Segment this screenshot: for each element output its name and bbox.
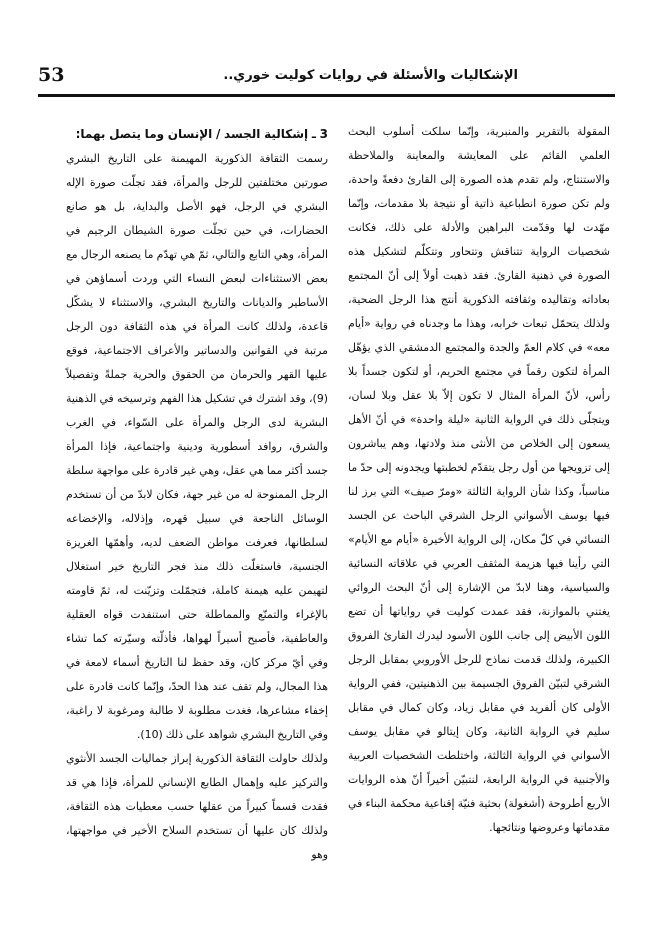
header-rule [38,94,615,97]
left-column-paragraph-1: رسمت الثقافة الذكورية المهيمنة على التاريخ البشري صورتين مختلفتين للرجل والمرأة، فقد تجلّت صورة الإله البشري في الرجل، فهو الأصل والبداية، بل هو صانع الحضارات، في حين تجلّت صورة الشيطان الرجيم في المرأة، وهي التابع والتالي، ثمّ هي تهدّم ما يصنعه الرجال مع بعض الاستثناءات لبعض النساء التي وردت أسماؤهن في الأساطير والديانات والتاريخ البشري، والاستثناء لا يشكّل قاعدة، ولذلك كانت المرأة في هذه الثقافة دون الرجل مرتبة في القوانين والدساتير والأعراف الاجتماعية، فوقع عليها القهر والحرمان من الحقوق والحرية جملةً وتفصيلاً (9)، وقد اشترك في تشكيل هذا الفهم وترسيخه في الذهنية البشرية لدى الرجل والمرأة على السّواء، في الغرب والشرق، روافد أسطورية ودينية واجتماعية، فإذا المرأة جسد أكثر مما هي عقل، وهي غير قادرة على مواجهة سلطة الرجل الممنوحة له من غير جهة، فكان لابدّ من أن تستخدم الوسائل الناجعة في سبيل قهره، وإذلاله، والإخضاعه لسلطانها، فعرفت مواطن الضعف لديه، وأهمّها الغريزة الجنسية، فاستغلّت ذلك منذ فجر التاريخ خير استغلال لتهيمن عليه هيمنة كاملة، فتجمّلت وتزيّنت له، ثمّ قاومته بالإغراء والتمنّع والمماطلة حتى استنفدت قواه العقلية والعاطفية، فأصبح أسيراً لهواها، فأذلّته وسيّرته كما تشاء وفي أيّ مركز كان، وقد حفظ لنا التاريخ أسماء لامعة في هذا المجال، ولم تقف عند هذا الحدّ، وإنّما كانت قادرة على إخفاء مشاعرها، فغدت مطلوبة لا طالبة ومرغوبة لا راغبة، وفي التاريخ البشري شواهد على ذلك (10). [66,152,328,741]
left-column [66,122,328,867]
page-number: 53 [38,64,65,86]
left-column-paragraph-2: ولذلك حاولت الثقافة الذكورية إبراز جماليات الجسد الأنثوي والتركيز عليه وإهمال الطابع الإنساني للمرأة، فإذا هي قد فقدت قسماً كبيراً من عقلها حسب معطيات هذه الثقافة، ولذلك كان عليها أن تستخدم السلاح الأخير في مواجهتها، وهو [66,752,328,861]
right-column-paragraph: المقولة بالتقرير والمنبرية، وإنّما سلكت أسلوب البحث العلمي القائم على المعايشة والمعاينة والملاحظة والاستنتاج، ولم تقدم هذه الصورة إلى القارئ دفعةً واحدة، ولم تكن صورة انطباعية ذاتية أو نتيجة بلا مقدمات، وإنّما مهّدت لها وقدّمت البراهين والأدلة على ذلك، فكانت شخصيات الرواية تتناقش وتتحاور وتتكلّم لتشكيل هذه الصورة في ذهنية القارئ. فقد ذهبت أولاً إلى أنّ المجتمع بعاداته وتقاليده وثقافته الذكورية أنتج هذا الرجل الضحية، ولذلك يتحمّل تبعات خرابه، وهذا ما وجدناه في رواية «أيام معه» في كلام العمّ والجدة والمجتمع الدمشقي الذي يؤهّل المرأة لتكون رقماً في مجتمع الحريم، أو لتكون جسداً بلا رأس، لأنّ المرأة المثال لا تكون إلاّ بلا عقل وبلا لسان، ويتجلّى ذلك في الرواية الثانية «ليلة واحدة» في أنّ الأهل يسعون إلى الخلاص من الأنثى منذ ولادتها، وهم يباشرون إلى تزويجها من أول رجل يتقدّم لخطبتها ويجدونه إلى حدّ ما مناسباً، وكذا شأن الرواية الثالثة «ومرّ صيف» التي برز لنا فيها يوسف الأسواني الرجل الشرقي الباحث عن الجسد النسائي في كلّ مكان، إلى الرواية الأخيرة «أيام مع الأيام» التي رأينا فيها هزيمة المثقف العربي في علاقاته النسائية والسياسية، وهنا لابدّ من الإشارة إلى أنّ البحث الروائي يغتني بالموازنة، فقد عمدت كوليت في رواياتها أن تضع اللون الأبيض إلى جانب اللون الأسود ليدرك القارئ الفروق الكبيرة، ولذلك قدمت نماذج للرجل الأوروبي بمقابل الرجل الشرقي لتبيّن الفروق الجسيمة بين الذهنيتين، ففي الرواية الأولى كان ألفريد في مقابل زياد، وكان كمال في مقابل سليم في الرواية الثانية، وكان إيتالو في مقابل يوسف الأسواني في الرواية الثالثة، واختلطت الشخصيات العربية والأجنبية في الرواية الرابعة، لنتبيّن أخيراً أنّ هذه الروايات الأربع أطروحة (أشغولة) بحثية فنيّة إقناعية محكمة البناء في مقدماتها وعروضها ونتائجها. [348,125,610,834]
right-column [348,120,610,840]
running-title: الإشكاليات والأسئلة في روايات كوليت خوري.. [223,68,518,83]
section-heading: 3 ـ إشكالية الجسد / الإنسان وما يتصل بهما: [75,127,328,141]
